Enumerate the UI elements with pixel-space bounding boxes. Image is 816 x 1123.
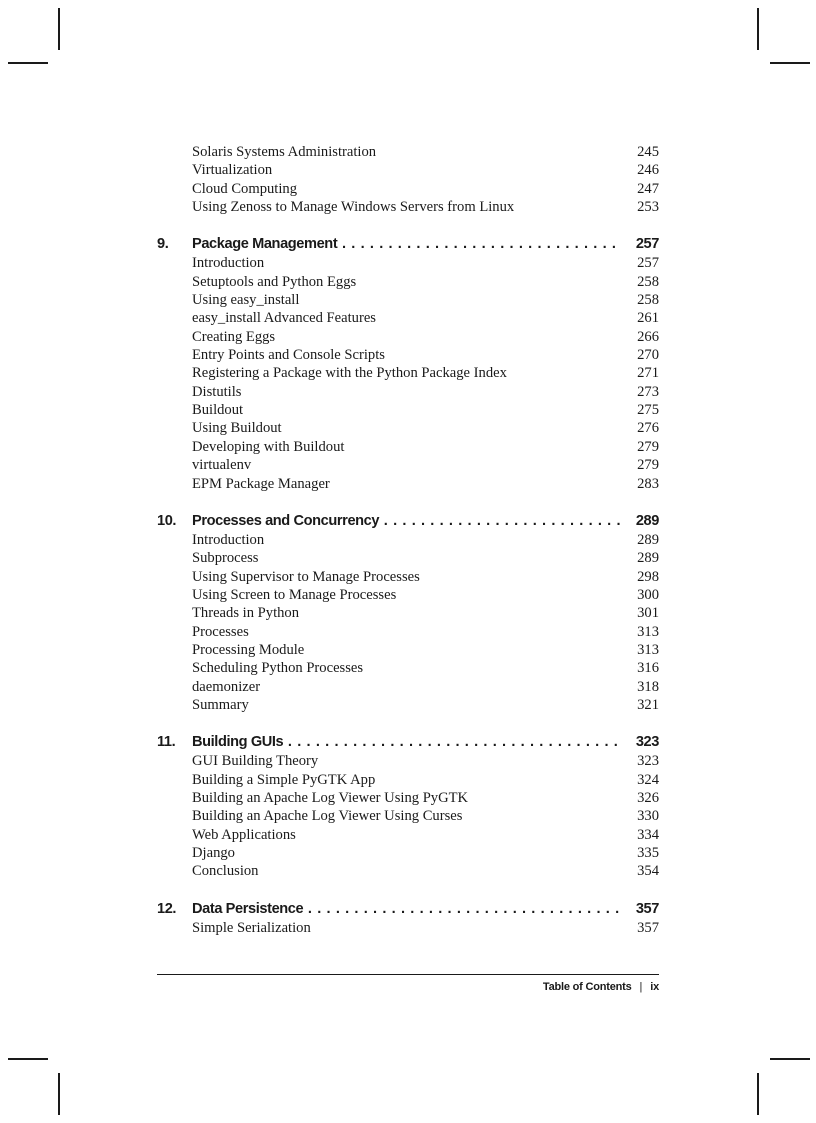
entry-title: Solaris Systems Administration — [192, 144, 377, 160]
entry-page-number: 323 — [637, 753, 659, 770]
chapter-page-number: 357 — [635, 900, 659, 917]
entry-page-number: 289 — [637, 531, 659, 548]
toc-chapter-heading[interactable] — [157, 732, 659, 752]
chapter-page-number: 289 — [635, 512, 659, 529]
entry-title: Building an Apache Log Viewer Using PyGTK — [192, 789, 469, 806]
entry-page-number: 298 — [637, 568, 659, 585]
entry-page-number: 266 — [637, 328, 659, 345]
toc-entry[interactable] — [192, 531, 659, 549]
entry-page-number: 354 — [637, 863, 659, 880]
entry-page-number: 301 — [637, 605, 659, 622]
entry-page-number: 324 — [637, 771, 659, 788]
entry-title: Django — [192, 845, 235, 861]
toc-entry[interactable] — [192, 419, 659, 437]
entry-page-number: 321 — [637, 696, 659, 713]
toc-chapter-heading[interactable] — [157, 234, 659, 254]
entry-title: EPM Package Manager — [192, 475, 330, 492]
chapter-page-number: 323 — [635, 734, 659, 751]
entry-page-number: 257 — [637, 255, 659, 272]
footer-separator: | — [639, 981, 643, 993]
entry-title: Using Buildout — [192, 420, 282, 437]
entry-page-number: 330 — [637, 808, 659, 825]
toc-entry[interactable] — [192, 696, 659, 714]
toc-entry[interactable] — [192, 752, 659, 770]
toc-chapter-heading[interactable] — [157, 899, 659, 919]
entry-title: Using Supervisor to Manage Processes — [192, 568, 420, 585]
toc-entry[interactable] — [192, 789, 659, 807]
toc-entry[interactable] — [192, 771, 659, 789]
entry-title: Registering a Package with the Python Package Index — [192, 365, 507, 382]
entry-title: Setuptools and Python Eggs — [192, 273, 357, 290]
entry-title: Distutils — [192, 383, 242, 400]
toc-entry[interactable] — [192, 641, 659, 659]
entry-title: Introduction — [192, 255, 265, 272]
crop-mark-bottom-left-vertical — [58, 1073, 60, 1115]
toc-entry[interactable] — [192, 659, 659, 677]
toc-entry[interactable] — [192, 549, 659, 567]
entry-page-number: 318 — [637, 678, 659, 695]
chapter-title: Building GUIs . . . — [192, 732, 621, 752]
entry-title: Building a Simple PyGTK App — [192, 771, 376, 788]
entry-title: Creating Eggs — [192, 328, 276, 345]
toc-entry[interactable] — [192, 844, 659, 862]
entry-page-number: 316 — [637, 660, 659, 677]
entry-title: Virtualization — [192, 162, 273, 179]
toc-entry[interactable] — [192, 291, 659, 309]
toc-entry[interactable] — [192, 919, 659, 937]
entry-title: Scheduling Python Processes — [192, 660, 364, 677]
toc-entry[interactable] — [192, 273, 659, 291]
entry-title: Conclusion — [192, 863, 259, 880]
entry-page-number: 246 — [637, 162, 659, 179]
toc-entry[interactable] — [192, 623, 659, 641]
toc-entry[interactable] — [192, 807, 659, 825]
entry-page-number: 276 — [637, 420, 659, 437]
table-of-contents — [157, 143, 659, 937]
entry-page-number: 335 — [637, 845, 659, 861]
chapter-number: 11. — [157, 734, 176, 751]
chapter-number: 9. — [157, 236, 169, 253]
entry-page-number: 275 — [637, 402, 659, 419]
toc-entry[interactable] — [192, 364, 659, 382]
entry-page-number: 261 — [637, 310, 659, 327]
entry-title: Using easy_install — [192, 292, 300, 309]
entry-page-number: 313 — [637, 641, 659, 658]
entry-title: daemonizer — [192, 678, 261, 695]
crop-mark-top-right-vertical — [757, 8, 759, 50]
chapter-title: Package Management . . . — [192, 234, 621, 254]
toc-entry[interactable] — [192, 475, 659, 493]
entry-page-number: 270 — [637, 347, 659, 364]
entry-page-number: 245 — [637, 144, 659, 160]
toc-chapter-heading[interactable] — [157, 511, 659, 531]
toc-entry[interactable] — [192, 678, 659, 696]
toc-entry[interactable] — [192, 143, 659, 161]
footer-rule — [157, 974, 659, 975]
entry-title: Threads in Python — [192, 605, 300, 622]
entry-title: Building an Apache Log Viewer Using Curses — [192, 808, 463, 825]
entry-page-number: 247 — [637, 180, 659, 197]
toc-entry[interactable] — [192, 401, 659, 419]
entry-page-number: 279 — [637, 457, 659, 474]
crop-mark-bottom-left-horizontal — [8, 1058, 48, 1060]
toc-entry[interactable] — [192, 161, 659, 179]
entry-page-number: 300 — [637, 586, 659, 603]
chapter-number: 10. — [157, 512, 177, 529]
entry-title: GUI Building Theory — [192, 753, 319, 770]
chapter-number: 12. — [157, 900, 177, 917]
entry-title: Using Zenoss to Manage Windows Servers from Linux — [192, 199, 515, 216]
entry-title: Summary — [192, 696, 249, 713]
entry-title: easy_install Advanced Features — [192, 310, 376, 327]
entry-page-number: 283 — [637, 475, 659, 492]
toc-entry[interactable] — [192, 586, 659, 604]
crop-mark-top-left-horizontal — [8, 62, 48, 64]
chapter-title: Data Persistence . . . — [192, 899, 621, 919]
toc-entry[interactable] — [192, 180, 659, 198]
entry-title: Buildout — [192, 402, 244, 419]
entry-page-number: 289 — [637, 550, 659, 567]
entry-page-number: 258 — [637, 273, 659, 290]
toc-entry[interactable] — [192, 346, 659, 364]
crop-mark-top-right-horizontal — [770, 62, 810, 64]
toc-entry[interactable] — [192, 826, 659, 844]
crop-mark-bottom-right-horizontal — [770, 1058, 810, 1060]
entry-title: virtualenv — [192, 457, 252, 474]
crop-mark-top-left-vertical — [58, 8, 60, 50]
toc-entry[interactable] — [192, 309, 659, 327]
entry-page-number: 271 — [637, 365, 659, 382]
entry-page-number: 279 — [637, 438, 659, 455]
toc-entry[interactable] — [192, 328, 659, 346]
toc-entry[interactable] — [192, 862, 659, 880]
toc-entry[interactable] — [192, 198, 659, 216]
entry-title: Simple Serialization — [192, 919, 311, 936]
entry-title: Web Applications — [192, 826, 296, 843]
toc-entry[interactable] — [192, 383, 659, 401]
entry-title: Using Screen to Manage Processes — [192, 586, 397, 603]
entry-title: Processing Module — [192, 641, 305, 658]
entry-title: Developing with Buildout — [192, 438, 345, 455]
chapter-title: Processes and Concurrency . . . — [192, 511, 621, 531]
entry-title: Processes — [192, 623, 249, 640]
entry-page-number: 313 — [637, 623, 659, 640]
chapter-page-number: 257 — [635, 236, 659, 253]
entry-title: Cloud Computing — [192, 180, 298, 197]
entry-page-number: 326 — [637, 789, 659, 806]
entry-page-number: 334 — [637, 826, 659, 843]
page-footer — [543, 981, 659, 993]
entry-page-number: 258 — [637, 292, 659, 309]
entry-title: Entry Points and Console Scripts — [192, 347, 385, 364]
footer-page-number: ix — [650, 981, 659, 993]
toc-entry[interactable] — [192, 604, 659, 622]
toc-entry[interactable] — [192, 438, 659, 456]
toc-entry[interactable] — [192, 254, 659, 272]
toc-entry[interactable] — [192, 568, 659, 586]
entry-page-number: 273 — [637, 383, 659, 400]
entry-page-number: 253 — [637, 199, 659, 216]
entry-title: Introduction — [192, 531, 265, 548]
footer-label: Table of Contents — [542, 981, 632, 993]
toc-entry[interactable] — [192, 456, 659, 474]
entry-title: Subprocess — [192, 550, 259, 567]
crop-mark-bottom-right-vertical — [757, 1073, 759, 1115]
entry-page-number: 357 — [637, 919, 659, 936]
